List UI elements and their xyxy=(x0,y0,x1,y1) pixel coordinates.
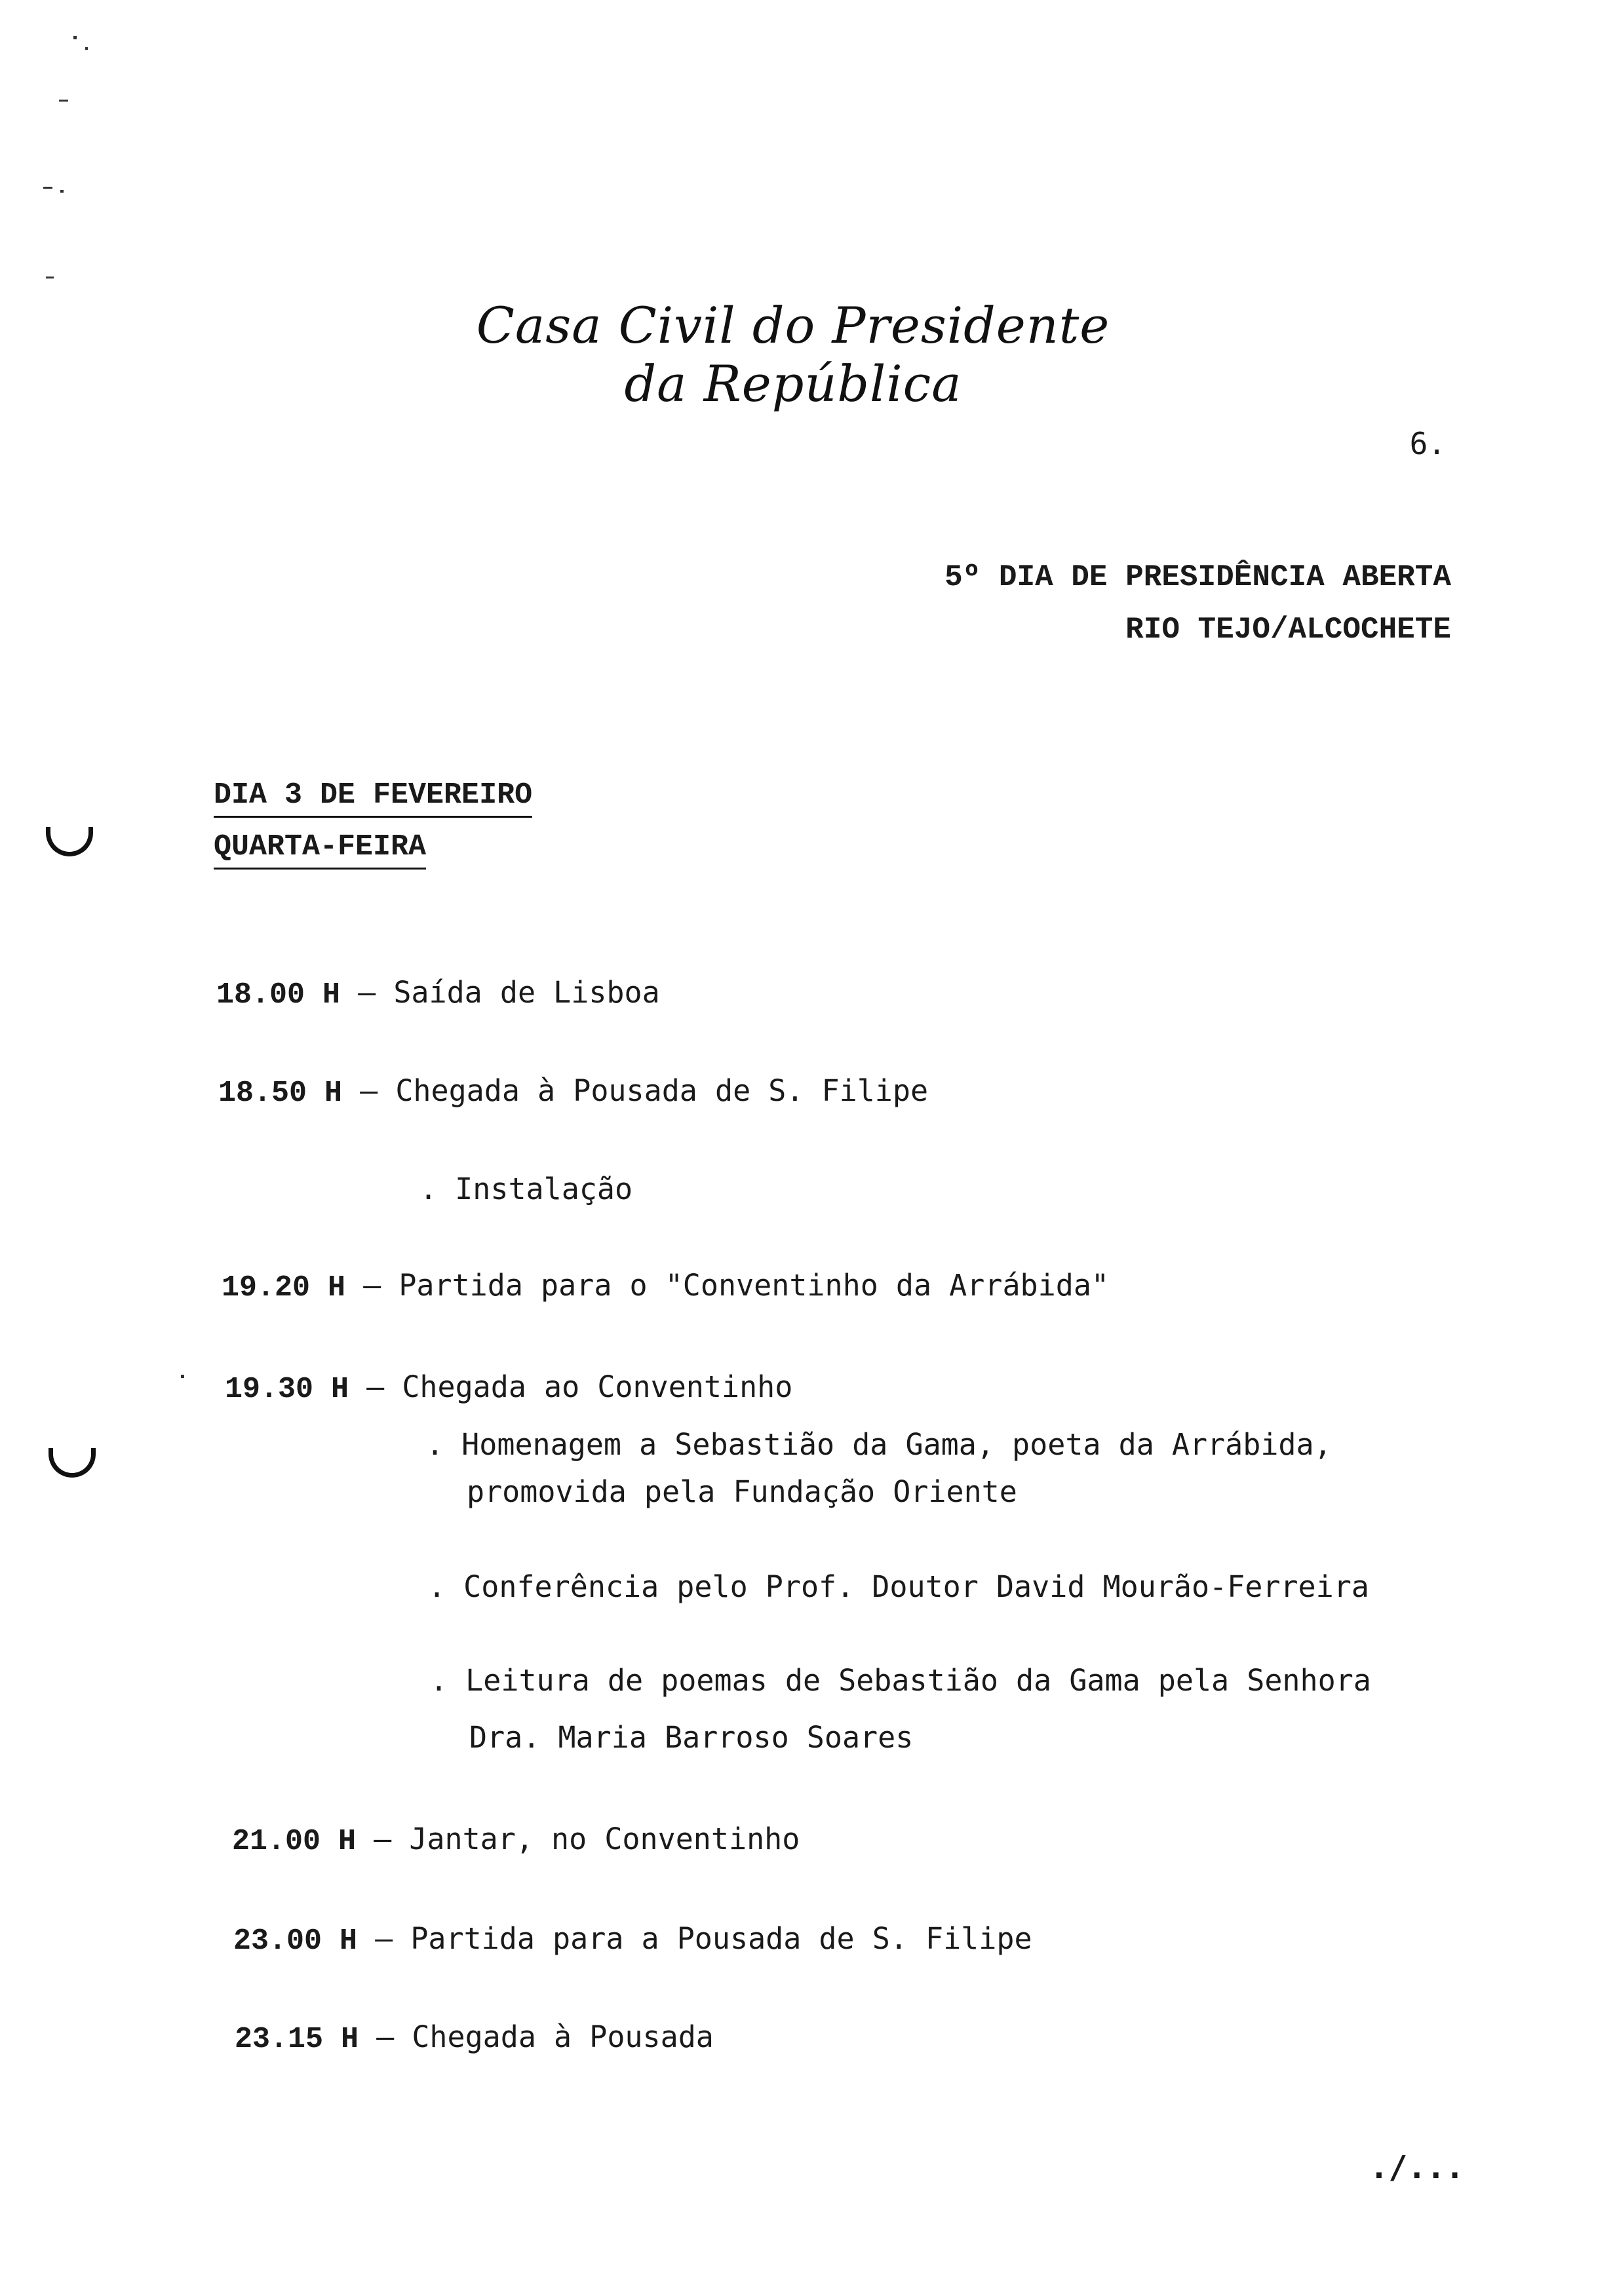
letterhead: Casa Civil do Presidente da República xyxy=(476,296,1110,413)
schedule-entry: 18.50 H – Chegada à Pousada de S. Filipe xyxy=(218,1073,929,1110)
entry-text: Chegada ao Conventinho xyxy=(402,1369,793,1404)
scan-mark xyxy=(181,1375,184,1378)
page-number: 6. xyxy=(1409,426,1446,461)
entry-time: 21.00 H xyxy=(232,1825,357,1858)
entry-time: 18.00 H xyxy=(216,978,341,1012)
heading-line-1: 5º DIA DE PRESIDÊNCIA ABERTA xyxy=(944,560,1451,594)
entry-text: Chegada à Pousada de S. Filipe xyxy=(395,1073,929,1108)
entry-time: 23.00 H xyxy=(233,1924,358,1958)
conventinho-item: . Homenagem a Sebastião da Gama, poeta da Arrábida, xyxy=(426,1427,1332,1462)
schedule-entry: 18.00 H – Saída de Lisboa xyxy=(216,975,660,1012)
schedule-entry: 21.00 H – Jantar, no Conventinho xyxy=(232,1822,800,1858)
entry-text: Partida para a Pousada de S. Filipe xyxy=(410,1921,1032,1956)
scan-mark xyxy=(46,277,54,278)
entry-time: 19.20 H xyxy=(222,1271,346,1305)
binder-hole-mark xyxy=(49,1448,96,1478)
schedule-entry: 23.15 H – Chegada à Pousada xyxy=(235,2019,714,2056)
date-day: DIA 3 DE FEVEREIRO xyxy=(214,778,532,818)
scan-mark xyxy=(43,187,52,189)
entry-text: Partida para o "Conventinho da Arrábida" xyxy=(399,1268,1110,1303)
schedule-subitem: . Instalação xyxy=(419,1172,633,1206)
conventinho-item: . Conferência pelo Prof. Doutor David Mourão-Ferreira xyxy=(428,1569,1369,1604)
binder-hole-mark xyxy=(46,827,93,856)
scan-mark xyxy=(60,190,64,193)
entry-text: Jantar, no Conventinho xyxy=(409,1822,800,1856)
conventinho-item-continuation: Dra. Maria Barroso Soares xyxy=(469,1720,914,1755)
conventinho-item: . Leitura de poemas de Sebastião da Gama pela Senhora xyxy=(430,1663,1371,1698)
date-weekday: QUARTA-FEIRA xyxy=(214,830,426,870)
scan-mark xyxy=(85,47,88,50)
entry-time: 18.50 H xyxy=(218,1077,343,1110)
schedule-entry: 23.00 H – Partida para a Pousada de S. Filipe xyxy=(233,1921,1032,1958)
entry-text: Saída de Lisboa xyxy=(393,975,660,1010)
entry-time: 23.15 H xyxy=(235,2023,359,2056)
heading-line-2: RIO TEJO/ALCOCHETE xyxy=(1125,613,1451,647)
entry-time: 19.30 H xyxy=(225,1373,349,1406)
schedule-entry: 19.20 H – Partida para o "Conventinho da Arrábida" xyxy=(222,1268,1110,1305)
conventinho-item-continuation: promovida pela Fundação Oriente xyxy=(467,1474,1017,1509)
scan-mark xyxy=(59,100,68,102)
entry-text: Chegada à Pousada xyxy=(412,2019,714,2054)
continuation-mark: ./... xyxy=(1369,2149,1464,2186)
schedule-entry: 19.30 H – Chegada ao Conventinho xyxy=(225,1369,793,1406)
scan-mark xyxy=(73,36,77,39)
